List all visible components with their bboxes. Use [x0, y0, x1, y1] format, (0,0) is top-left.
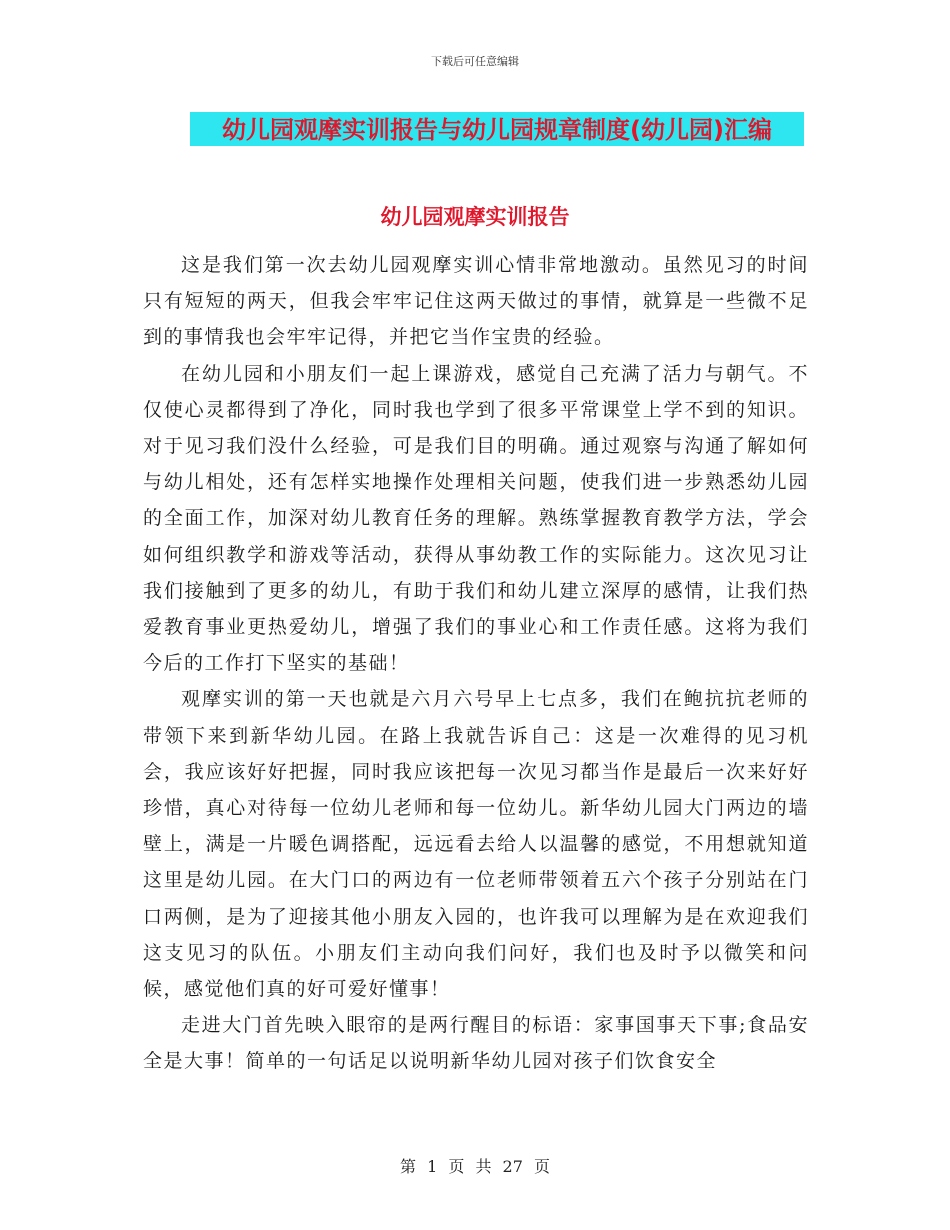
document-body — [143, 247, 809, 1080]
paragraph: 观摩实训的第一天也就是六月六号早上七点多，我们在鲍抗抗老师的带领下来到新华幼儿园。在路上我就告诉自己：这是一次难得的见习机会，我应该好好把握，同时我应该把每一次见习都当作是最后一次来好好珍惜，真心对待每一位幼儿老师和每一位幼儿。新华幼儿园大门两边的墙壁上，满是一片暖色调搭配，远远看去给人以温馨的感觉，不用想就知道这里是幼儿园。在大门口的两边有一位老师带领着五六个孩子分别站在门口两侧，是为了迎接其他小朋友入园的，也许我可以理解为是在欢迎我们这支见习的队伍。小朋友们主动向我们问好，我们也及时予以微笑和问候，感觉他们真的好可爱好懂事！ — [143, 688, 809, 1001]
document-title: 幼儿园观摩实训报告与幼儿园规章制度(幼儿园)汇编 — [222, 116, 772, 144]
header-note: 下载后可任意编辑 — [431, 55, 519, 68]
paragraph: 走进大门首先映入眼帘的是两行醒目的标语：家事国事天下事;食品安全是大事！简单的一句话足以说明新华幼儿园对孩子们饮食安全 — [143, 1014, 809, 1073]
section-title: 幼儿园观摩实训报告 — [380, 205, 570, 229]
paragraph: 在幼儿园和小朋友们一起上课游戏，感觉自己充满了活力与朝气。不仅使心灵都得到了净化，同时我也学到了很多平常课堂上学不到的知识。对于见习我们没什么经验，可是我们目的明确。通过观察与沟通了解如何与幼儿相处，还有怎样实地操作处理相关问题，使我们进一步熟悉幼儿园的全面工作，加深对幼儿教育任务的理解。熟练掌握教育教学方法，学会如何组织教学和游戏等活动，获得从事幼教工作的实际能力。这次见习让我们接触到了更多的幼儿，有助于我们和幼儿建立深厚的感情，让我们热爱教育事业更热爱幼儿，增强了我们的事业心和工作责任感。这将为我们今后的工作打下坚实的基础！ — [143, 362, 809, 675]
paragraph: 这是我们第一次去幼儿园观摩实训心情非常地激动。虽然见习的时间只有短短的两天，但我会牢牢记住这两天做过的事情，就算是一些微不足到的事情我也会牢牢记得，并把它当作宝贵的经验。 — [143, 254, 809, 349]
page-number-footer: 第 1 页 共 27 页 — [400, 1157, 550, 1176]
